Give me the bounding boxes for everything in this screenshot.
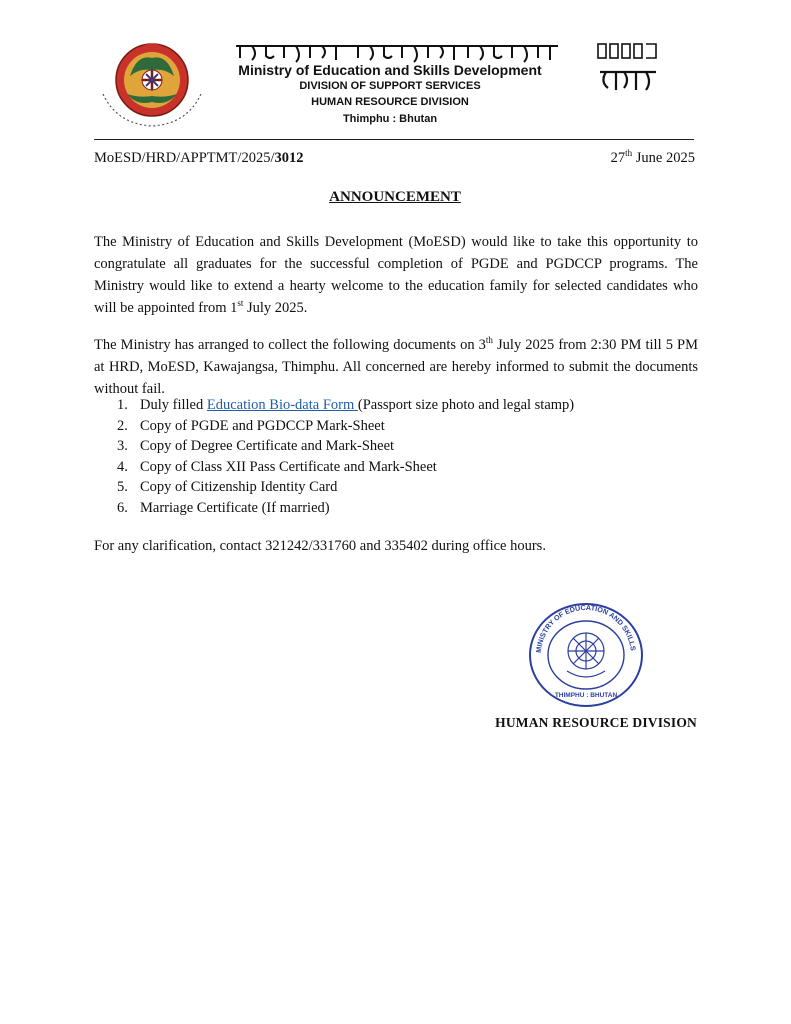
list-item-text: (Passport size photo and legal stamp)	[357, 397, 575, 413]
education-logo	[596, 42, 660, 100]
location: Thimphu : Bhutan	[342, 113, 438, 125]
paragraph1-sup: st	[237, 298, 244, 309]
dzongkha-title-text: དཔལ་ལྡན་འབྲུག་གཞུང་། ཤེས་རིག་དང་རིག་རྩལ་གོང་འཕེལ་ལྷན་ཁག	[232, 40, 255, 41]
paragraph2-text: The Ministry has arranged to collect the following documents on 3	[94, 337, 486, 353]
date-suffix: th	[625, 148, 633, 159]
header-divider	[94, 139, 694, 140]
seal-bottom-text: THIMPHU : BHUTAN	[554, 692, 618, 699]
paragraph1-end: July 2025.	[243, 300, 308, 316]
signatory-division: HUMAN RESOURCE DIVISION	[495, 715, 697, 730]
official-seal	[527, 601, 645, 709]
division-support-services: DIVISION OF SUPPORT SERVICES	[299, 80, 481, 92]
paragraph1-text: The Ministry of Education and Skills Development (MoESD) would like to take this opportunity to congratulate all graduates for the successful completion of PGDE and PGDCCP programs. The Ministry would like to extend a hearty welcome to the education family for selected candidates who will be appointed from 1	[94, 234, 698, 316]
list-item-text: Copy of PGDE and PGDCCP Mark-Sheet	[140, 417, 385, 434]
date-day: 27	[610, 150, 626, 166]
seal-outer-text: MINISTRY OF EDUCATION AND SKILLS	[533, 602, 638, 654]
ministry-name: Ministry of Education and Skills Development	[238, 62, 542, 78]
paragraph2-end: July 2025 from 2:30 PM till 5 PM at HRD, MoESD, Kawajangsa, Thimphu. All concerned are hereby informed to submit the documents without fail.	[94, 337, 698, 397]
reference-number	[94, 150, 303, 167]
required-documents-list	[94, 395, 574, 518]
list-item	[140, 416, 574, 437]
human-resource-division-header: HUMAN RESOURCE DIVISION	[311, 96, 469, 108]
letter-date	[611, 150, 695, 167]
contact-info: For any clarification, contact 321242/331760 and 335402 during office hours.	[94, 538, 546, 554]
list-item-text: Copy of Class XII Pass Certificate and Mark-Sheet	[140, 458, 437, 475]
list-item-text: Copy of Citizenship Identity Card	[140, 479, 338, 495]
reference-prefix: MoESD/HRD/APPTMT/2025/	[94, 150, 275, 166]
reference-serial: 3012	[274, 150, 304, 166]
list-item	[140, 395, 574, 416]
paragraph-document-collection	[94, 334, 698, 400]
list-item-text: Duly filled	[140, 397, 207, 413]
list-item	[140, 457, 574, 478]
list-item-text: Copy of Degree Certificate and Mark-Sheet	[140, 438, 395, 454]
bio-data-form-link[interactable]: Education Bio-data Form	[206, 397, 358, 413]
paragraph2-sup: th	[485, 335, 493, 346]
list-item-text: Marriage Certificate (If married)	[140, 499, 330, 516]
svg-text:MINISTRY OF EDUCATION AND SKIL	[527, 601, 638, 653]
list-item	[140, 477, 574, 498]
paragraph-congratulations	[94, 231, 698, 319]
date-month-year: June 2025	[632, 150, 695, 166]
list-item	[140, 498, 574, 519]
list-item	[140, 436, 574, 457]
announcement-heading: ANNOUNCEMENT	[329, 189, 461, 205]
